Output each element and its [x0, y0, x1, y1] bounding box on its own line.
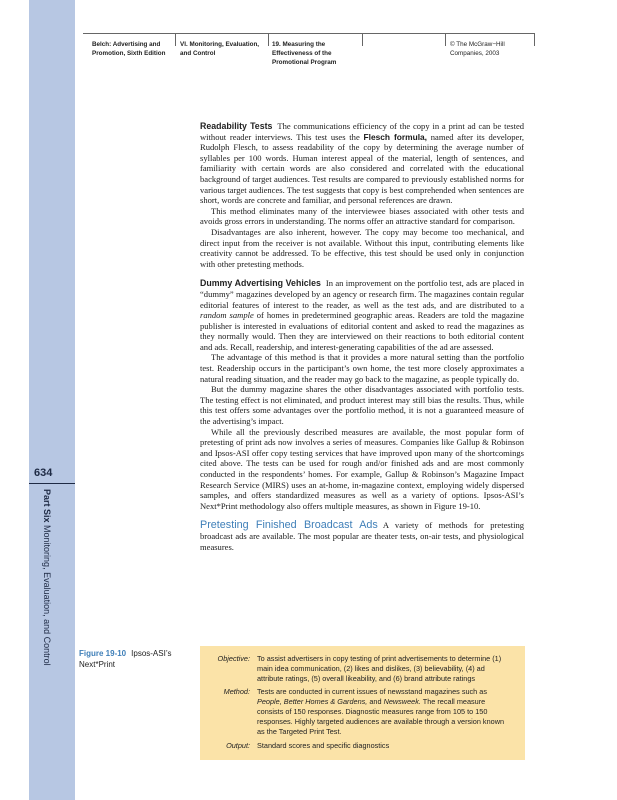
- header-divider: [175, 33, 176, 46]
- figure-box: [200, 646, 525, 760]
- header-divider: [268, 33, 269, 46]
- paragraph: While all the previously described measures are available, the most popular form of pretesting of print ads now involves a series of measures. Companies like Gallup & Robinson and Ipsos-ASI offer copy testing services that have improved upon many of the shortcomings cited above. The tests can be used for rough and/or finished ads and are most commonly conducted in the respondents’ homes. For example, Gallup & Robinson’s Magazine Impact Research Service (MIRS) uses an at-home, in-magazine context, employing widely dispersed samples, and offers standardized measures as well as a variety of options. Ipsos-ASI’s Next*Print methodology also offers multiple measures, as shown in Figure 19-10.: [200, 426, 524, 511]
- section-heading-major: Pretesting Finished Broadcast Ads: [200, 519, 378, 532]
- row-text: Standard scores and specific diagnostics: [257, 741, 390, 750]
- header-chapter-title: 19. Measuring the Effectiveness of the Promotional Program: [272, 41, 337, 66]
- paragraph: Readability Tests The communications efficiency of the copy in a print ad can be tested without reader interviews. This test uses the Flesch formula, named after its developer, Rudolph Flesch, to assess readability of the copy by determining the average number of syllables per 100 words. Human interest appeal of the material, length of sentences, and familiarity with certain words are also considered and correlated with the educational background of target audiences. Test results are compared to previously established norms for various target audiences. The test suggests that copy is best comprehended when sentences are short, words are concrete and familiar, and personal references are drawn.: [200, 121, 525, 206]
- row-text: Tests are conducted in current issues of newsstand magazines such as People, Better Homes & Gardens, and Newsweek. The recall measure consists of 150 responses. Diagnostic measures range from 105 to 150 responses. Highly targeted audiences are available through a version known as the Targeted Print Test.: [257, 687, 505, 736]
- section-heading: Dummy Advertising Vehicles: [200, 278, 321, 289]
- header-divider: [362, 33, 363, 46]
- paragraph: Dummy Advertising Vehicles In an improvement on the portfolio test, ads are placed in “dummy” magazines developed by an agency or research firm. The magazines contain regular editorial features of interest to the reader, as well as the test ads, and are distributed to a random sample of homes in predetermined geographic areas. Readers are told the magazine publisher is interested in evaluations of editorial content and asked to read the magazines as they normally would. Then they are interviewed on their reactions to both editorial content and ads. Recall, readership, and interest-generating capabilities of the ad are assessed.: [200, 278, 524, 352]
- figure-caption: [79, 648, 195, 670]
- section-heading: Readability Tests: [200, 121, 273, 131]
- part-label-text: [42, 489, 52, 666]
- part-label-bold: Part Six: [42, 489, 52, 523]
- figure-number: Figure 19-10: [79, 649, 127, 658]
- paragraph: But the dummy magazine shares the other disadvantages associated with portfolio tests. The testing effect is not eliminated, and product interest may still bias the results. Thus, while this test offers some advantages over the portfolio method, it is not a guaranteed measure of the advertising’s impact.: [200, 384, 524, 427]
- emphasis: random sample: [200, 310, 254, 321]
- part-label: [40, 489, 52, 666]
- row-label: Method:: [223, 687, 250, 696]
- margin-sidebar: [29, 0, 75, 800]
- row-text: To assist advertisers in copy testing of print advertisements to determine (1) main idea communication, (2) likes and dislikes, (3) believability, (4) ad attribute ratings, (5) overall likeability, and (6) brand attribute ratings: [257, 654, 502, 683]
- page-number-rule: [29, 483, 75, 484]
- key-term: Flesch formula,: [363, 131, 428, 142]
- header-divider: [445, 33, 446, 46]
- row-label: Output:: [226, 741, 250, 750]
- figure-caption-text: Ipsos-ASI’s Next*Print: [79, 649, 172, 669]
- paragraph: Disadvantages are also inherent, however. The copy may become too mechanical, and direct input from the receiver is not available. Without this input, contributing elements like creativity cannot be addressed. To be effective, this test should be used only in conjunction with other pretesting methods.: [200, 226, 524, 269]
- body-text: [200, 121, 524, 552]
- paragraph: The advantage of this method is that it provides a more natural setting than the portfolio test. Readership occurs in the participant’s own home, the test more closely approximates a natural reading situation, and the reader may go back to the magazine, as people typically do.: [200, 352, 524, 384]
- part-label-title: Monitoring, Evaluation, and Control: [42, 525, 52, 666]
- header-divider: [534, 33, 535, 46]
- header-rule: [83, 33, 535, 34]
- header-copyright: © The McGraw−Hill Companies, 2003: [450, 41, 505, 57]
- header-book-title: Belch: Advertising and Promotion, Sixth Edition: [92, 41, 166, 57]
- page-number: 634: [34, 467, 53, 479]
- paragraph: Pretesting Finished Broadcast Ads A variety of methods for pretesting broadcast ads are available. The most popular are theater tests, on-air tests, and physiological measures.: [200, 519, 524, 552]
- row-label: Objective:: [217, 654, 250, 663]
- paragraph: This method eliminates many of the interviewee biases associated with other tests and avoids gross errors in understanding. The norms offer an attractive standard for comparison.: [200, 205, 524, 227]
- header-part-title: VI. Monitoring, Evaluation, and Control: [180, 41, 260, 57]
